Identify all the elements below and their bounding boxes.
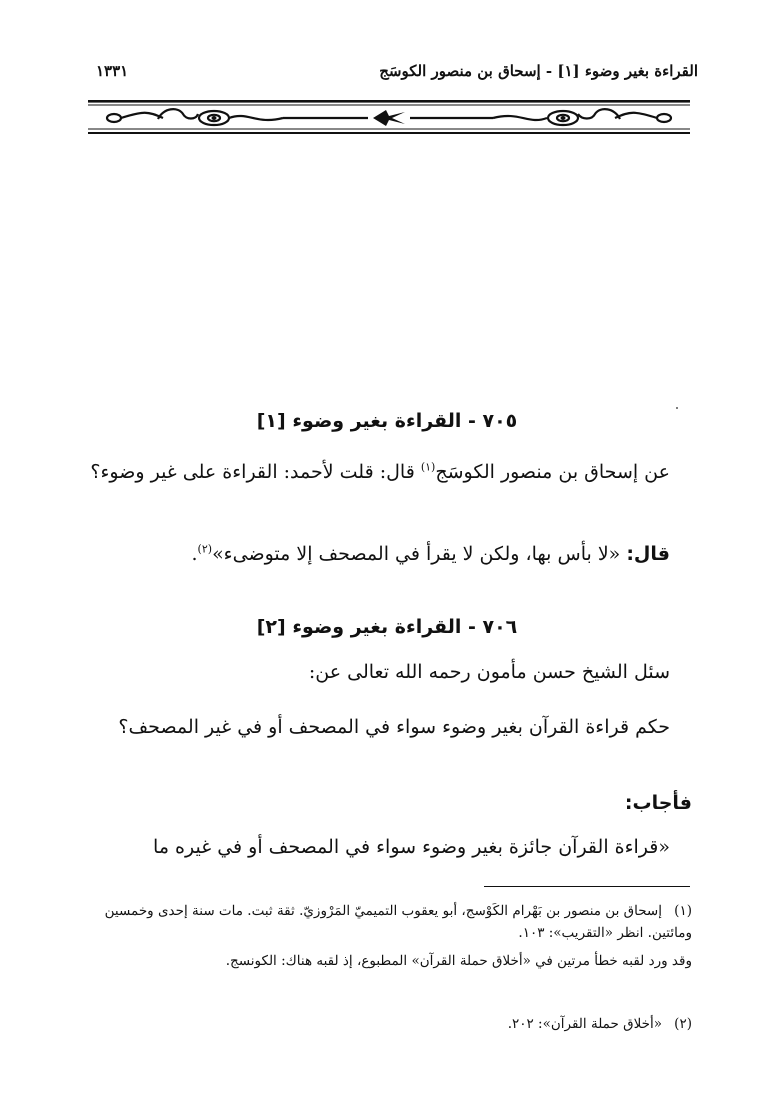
running-title: القراءة بغير وضوء [١] - إسحاق بن منصور الكوسَج xyxy=(379,62,698,80)
question-text-b: قال: قلت لأحمد: القراءة على غير وضوء؟ xyxy=(90,461,421,483)
footnote-1-text: إسحاق بن منصور بن بَهْرام الكَوْسج، أبو يعقوب التميميّ المَرْوزيّ. ثقة ثبت. مات سنة إحدى وخمسين ومائتين. انظر «التقريب»: ١٠٣. xyxy=(104,903,692,941)
answer-lead-label: قال: xyxy=(626,543,670,565)
speck-mark xyxy=(676,407,678,409)
footnote-2-text: «أخلاق حملة القرآن»: ٢٠٢. xyxy=(507,1016,662,1032)
section-706-question: حكم قراءة القرآن بغير وضوء سواء في المصحف أو في غير المصحف؟ xyxy=(118,716,670,738)
footnote-1 xyxy=(82,900,692,972)
footnote-ref-1: (١) xyxy=(420,460,436,474)
answer-text: «لا بأس بها، ولكن لا يقرأ في المصحف إلا متوضىء» xyxy=(212,543,627,565)
section-heading-705: ٧٠٥ - القراءة بغير وضوء [١] xyxy=(256,410,518,432)
section-705-question xyxy=(82,455,692,489)
section-706-question-intro: سئل الشيخ حسن مأمون رحمه الله تعالى عن: xyxy=(308,661,670,683)
footnote-2 xyxy=(82,1013,692,1035)
answer-lead-label-706: فأجاب: xyxy=(624,792,692,814)
page-number: ١٣٣١ xyxy=(96,62,129,80)
footnote-1-note: وقد ورد لقبه خطأ مرتين في «أخلاق حملة القرآن» المطبوع، إذ لقبه هناك: الكونسج. xyxy=(225,953,692,969)
footnote-1-number: (١) xyxy=(674,903,692,919)
footnote-ref-2: (٢) xyxy=(197,542,213,556)
section-705-answer xyxy=(82,537,692,571)
footnote-separator xyxy=(484,886,690,887)
section-706-answer-text: «قراءة القرآن جائزة بغير وضوء سواء في المصحف أو في غيره ما xyxy=(153,836,670,858)
footnote-2-number: (٢) xyxy=(674,1016,692,1032)
answer-end: . xyxy=(191,543,198,565)
decorative-border-ornament xyxy=(88,100,690,134)
question-text-a: عن إسحاق بن منصور الكوسَج xyxy=(435,461,670,483)
section-heading-706: ٧٠٦ - القراءة بغير وضوء [٢] xyxy=(256,616,518,638)
